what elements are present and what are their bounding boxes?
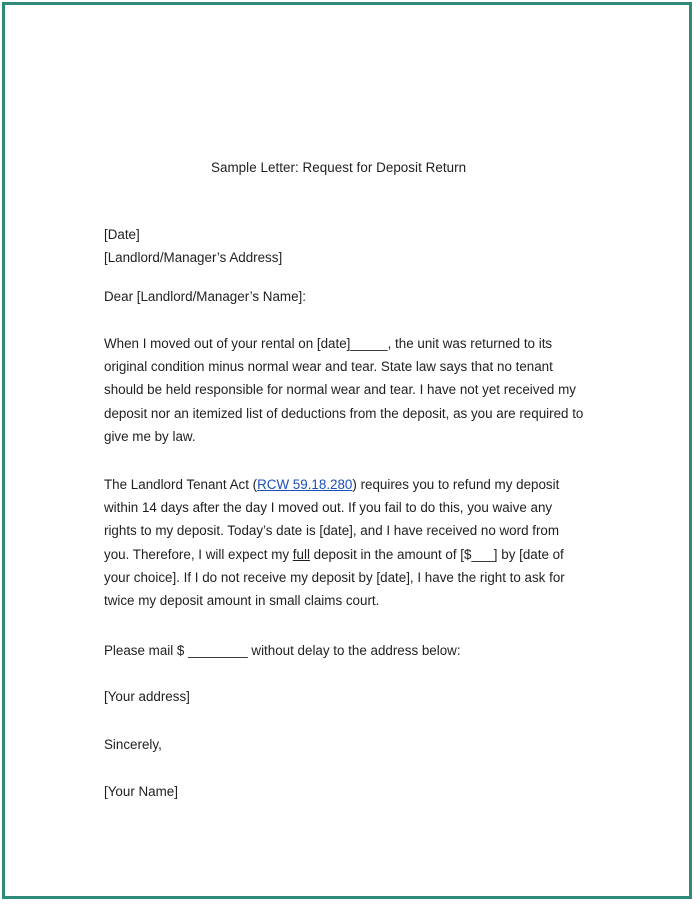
paragraph-landlord-tenant-act — [104, 473, 604, 612]
signature-name: [Your Name] — [104, 784, 178, 799]
paragraph-line: original condition minus normal wear and tear. State law says that no tenant — [104, 359, 553, 375]
text-segment: The Landlord Tenant Act ( — [104, 477, 258, 492]
underlined-word: full — [292, 546, 310, 562]
text-segment: you. Therefore, I will expect my — [104, 546, 293, 562]
paragraph-line: When I moved out of your rental on [date]_____, the unit was returned to its — [104, 336, 553, 351]
paragraph-line — [104, 473, 604, 496]
rcw-link[interactable]: RCW 59.18.280 — [257, 477, 353, 492]
payment-request: Please mail $ ________ without delay to the address below: — [104, 643, 461, 658]
your-address: [Your address] — [104, 689, 190, 704]
letter-title: Sample Letter: Request for Deposit Return — [211, 160, 467, 175]
paragraph-line: within 14 days after the day I moved out. If you fail to do this, you waive any — [104, 500, 553, 516]
landlord-address-line: [Landlord/Manager’s Address] — [104, 250, 283, 266]
paragraph-line — [104, 543, 604, 566]
paragraph-line: your choice]. If I do not receive my deposit by [date], I have the right to ask for — [104, 569, 565, 585]
paragraph-line: deposit nor an itemized list of deductions from the deposit, as you are required to — [104, 405, 584, 421]
closing: Sincerely, — [104, 737, 162, 752]
paragraph-line: give me by law. — [104, 428, 196, 444]
date-placeholder — [104, 223, 604, 269]
date-line: [Date] — [104, 227, 140, 242]
page-border — [2, 2, 692, 899]
paragraph-move-out — [104, 332, 604, 448]
text-segment: ) requires you to refund my deposit — [352, 477, 560, 492]
paragraph-line: rights to my deposit. Today’s date is [date], and I have received no word from — [104, 523, 560, 539]
salutation: Dear [Landlord/Manager’s Name]: — [104, 289, 306, 304]
paragraph-line: twice my deposit amount in small claims court. — [104, 593, 380, 609]
text-segment: deposit in the amount of [$___] by [date of — [309, 546, 564, 562]
paragraph-line: should be held responsible for normal wear and tear. I have not yet received my — [104, 382, 576, 398]
